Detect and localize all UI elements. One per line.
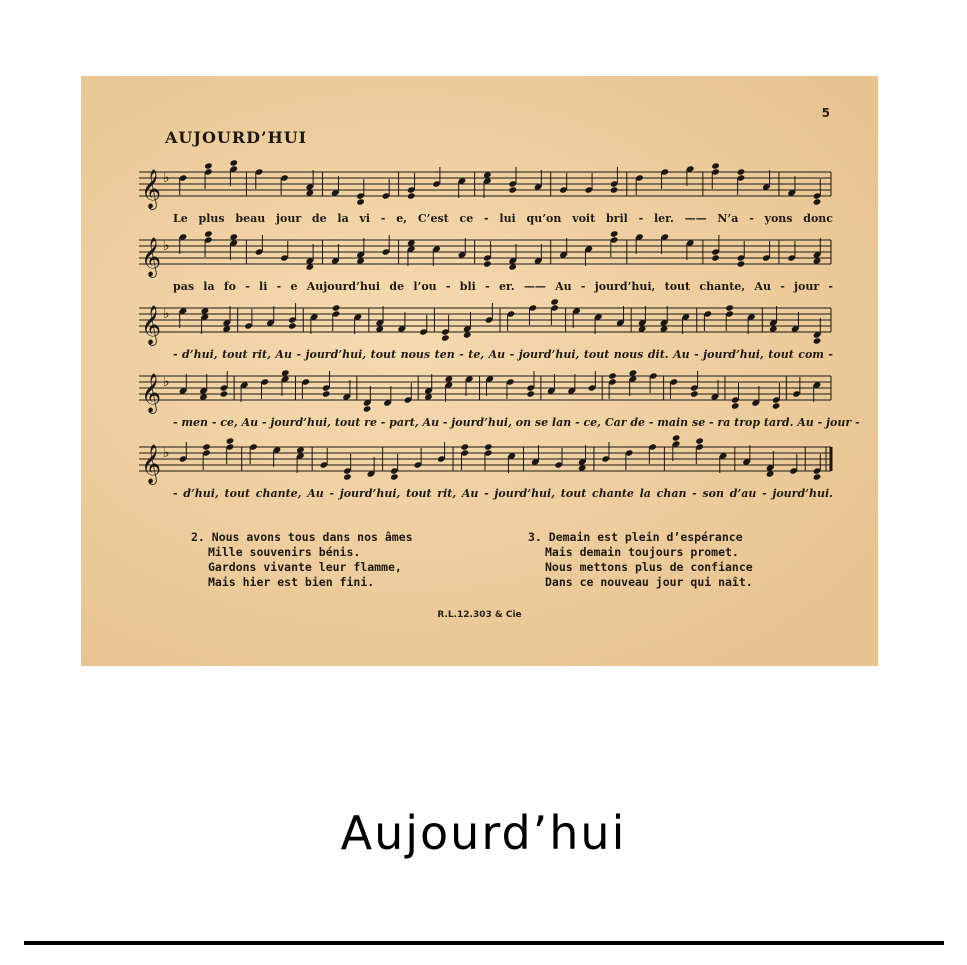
note-head bbox=[526, 390, 535, 397]
note-head bbox=[204, 162, 213, 169]
verse-2-line: 2. Nous avons tous dans nos âmes bbox=[191, 530, 413, 544]
note-head bbox=[343, 473, 352, 480]
treble-clef-icon: 𝄞 bbox=[141, 373, 162, 413]
lyric-line: - d’hui, tout rit, Au - jourd’hui, tout nous ten - te, Au - jourd’hui, tout nous dit. Au - jourd’hui, tout com - bbox=[173, 348, 833, 361]
flat-icon: ♭ bbox=[163, 306, 170, 322]
verse-3-line: Nous mettons plus de confiance bbox=[545, 560, 753, 574]
note-head bbox=[772, 402, 781, 409]
note-head bbox=[356, 198, 365, 205]
verse-3-line: Mais demain toujours promet. bbox=[545, 545, 739, 559]
verse-2-line: Mille souvenirs bénis. bbox=[208, 545, 361, 559]
note-head bbox=[390, 473, 399, 480]
verse-3 bbox=[528, 530, 753, 590]
note-head bbox=[202, 443, 211, 450]
flat-icon: ♭ bbox=[163, 374, 170, 390]
treble-clef-icon: 𝄞 bbox=[141, 305, 162, 345]
note-head bbox=[608, 372, 617, 379]
verse-2-line: Gardons vivante leur flamme, bbox=[208, 560, 402, 574]
staff bbox=[81, 433, 878, 489]
publisher-mark: R.L.12.303 & Cie bbox=[437, 610, 522, 620]
note-head bbox=[484, 443, 493, 450]
note-head bbox=[407, 192, 416, 199]
note-head bbox=[226, 437, 235, 444]
verse-2-line: Mais hier est bien fini. bbox=[208, 575, 375, 589]
staff bbox=[81, 294, 878, 350]
music-system bbox=[81, 433, 878, 523]
note-head bbox=[508, 186, 517, 193]
note-head bbox=[690, 390, 699, 397]
note-head bbox=[229, 159, 238, 166]
bottom-rule bbox=[24, 941, 944, 945]
note-head bbox=[695, 437, 704, 444]
note-head bbox=[731, 402, 740, 409]
note-head bbox=[737, 168, 746, 175]
flat-icon: ♭ bbox=[163, 445, 170, 461]
sheet-music-page bbox=[81, 76, 878, 666]
flat-icon: ♭ bbox=[163, 170, 170, 186]
lyric-line: Le plus beau jour de la vi - e, C’est ce - lui qu’on voit bril - ler. —— N’a - yons donc bbox=[173, 212, 833, 225]
flat-icon: ♭ bbox=[163, 238, 170, 254]
lyric-line: - d’hui, tout chante, Au - jourd’hui, tout rit, Au - jourd’hui, tout chante la chan - son d’au - jourd’hui. bbox=[173, 487, 833, 500]
note-head bbox=[332, 304, 341, 311]
note-head bbox=[483, 260, 492, 267]
treble-clef-icon: 𝄞 bbox=[141, 169, 162, 209]
note-head bbox=[288, 322, 297, 329]
lyric-line: - men - ce, Au - jourd’hui, tout re - part, Au - jourd’hui, on se lan - ce, Car de - main se - ra trop tard. Au - jour - bbox=[173, 416, 860, 429]
note-head bbox=[204, 230, 213, 237]
song-title: AUJOURD’HUI bbox=[165, 128, 308, 147]
note-head bbox=[550, 298, 559, 305]
verse-3-line: 3. Demain est plein d’espérance bbox=[528, 530, 743, 544]
note-head bbox=[441, 334, 450, 341]
treble-clef-icon: 𝄞 bbox=[141, 237, 162, 277]
note-head bbox=[610, 186, 619, 193]
note-head bbox=[220, 390, 229, 397]
staff bbox=[81, 362, 878, 418]
note-head bbox=[813, 198, 822, 205]
note-head bbox=[813, 337, 822, 344]
verse-3-line: Dans ce nouveau jour qui naît. bbox=[545, 575, 753, 589]
note-head bbox=[363, 405, 372, 412]
caption-title: Aujourd’hui bbox=[340, 806, 627, 860]
treble-clef-icon: 𝄞 bbox=[141, 444, 162, 484]
note-head bbox=[672, 434, 681, 441]
note-head bbox=[711, 162, 720, 169]
note-head bbox=[711, 254, 720, 261]
verse-2 bbox=[191, 530, 413, 590]
note-head bbox=[813, 473, 822, 480]
lyric-line: pas la fo - li - e Aujourd’hui de l’ou - bli - er. —— Au - jourd’hui, tout chante, Au - jour - bbox=[173, 280, 833, 293]
note-head bbox=[725, 304, 734, 311]
note-head bbox=[737, 260, 746, 267]
note-head bbox=[461, 443, 470, 450]
note-head bbox=[610, 230, 619, 237]
page-number: 5 bbox=[821, 106, 830, 120]
staff bbox=[81, 226, 878, 282]
note-head bbox=[322, 390, 331, 397]
staff bbox=[81, 158, 878, 214]
